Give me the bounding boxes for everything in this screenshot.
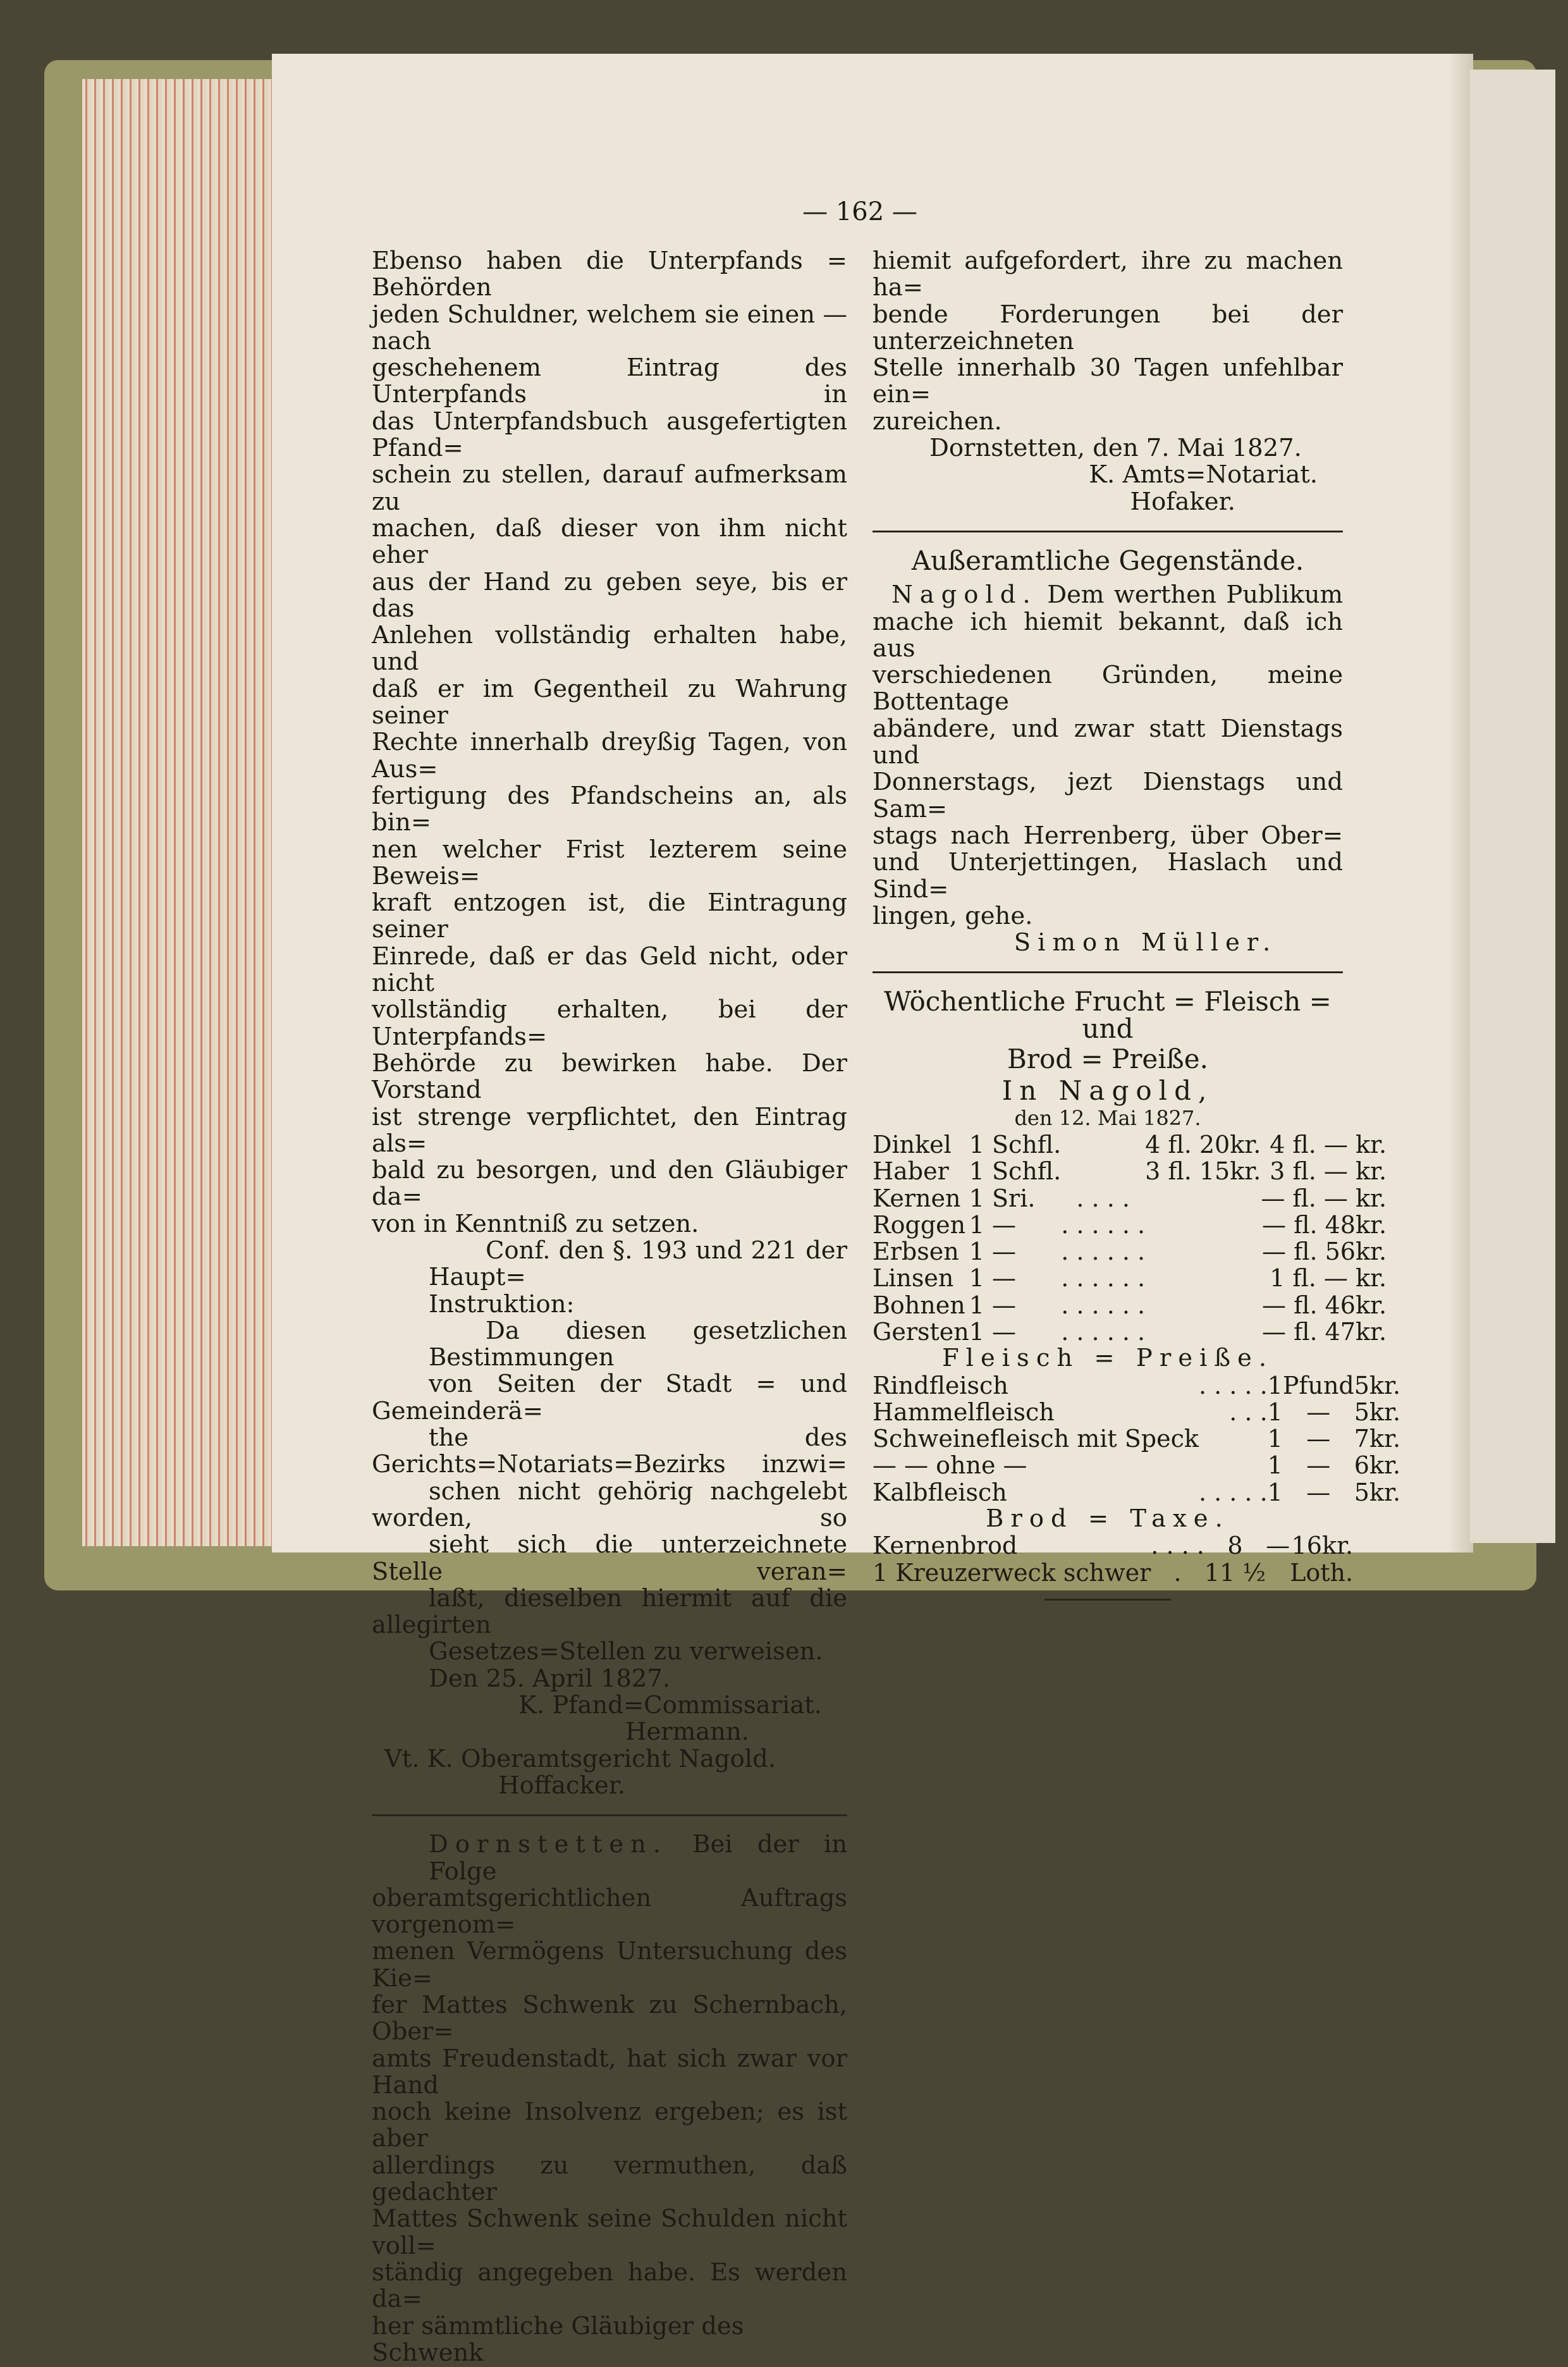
- price-cell-dots: . . .: [1229, 1398, 1268, 1426]
- price-cell-dots: . . . . . .: [1061, 1238, 1146, 1266]
- text-line: hiemit aufgefordert, ihre zu machen ha=: [873, 247, 1343, 302]
- text-line: machen, daß dieser von ihm nicht eher: [372, 513, 847, 570]
- text-line: Donnerstags, jezt Dienstags und Sam=: [873, 768, 1343, 823]
- paragraph-nagold: [873, 609, 1343, 930]
- section-heading: Außeramtliche Gegenstände.: [911, 544, 1304, 576]
- price-row: [873, 1452, 1400, 1479]
- price-cell-unit: [1266, 1559, 1290, 1586]
- text-line: noch keine Insolvenz ergeben; es ist aber: [372, 2098, 847, 2153]
- price-cell-dots: [1061, 1158, 1145, 1184]
- left-column: [372, 248, 847, 2366]
- text-line: von in Kenntniß zu setzen.: [372, 1209, 699, 1238]
- price-cell-dots: .: [1173, 1558, 1182, 1587]
- page-gutter: [1448, 54, 1473, 1552]
- signer-name: Simon Müller.: [1014, 928, 1278, 957]
- prices-place: In Nagold,: [1001, 1075, 1214, 1107]
- price-cell-name: Schweinefleisch mit Speck: [873, 1425, 1199, 1453]
- text-line: verschiedenen Gründen, meine Bottentage: [873, 661, 1343, 716]
- text-line: Einrede, daß er das Geld nicht, oder nicht: [372, 942, 847, 998]
- price-row: [873, 1292, 1387, 1319]
- office-line: K. Amts=Notariat.: [1089, 460, 1318, 489]
- text-line: Anlehen vollständig erhalten habe, und: [372, 621, 847, 677]
- price-cell-p2: — fl. 46kr.: [1262, 1291, 1387, 1319]
- nagold-first-line: Nagold. Dem werthen Publikum: [891, 581, 1343, 610]
- text-line: das Unterpfandsbuch ausgefertigten Pfand=: [372, 407, 847, 463]
- text-line: sieht sich die unterzeichnete Stelle veran=: [372, 1530, 847, 1586]
- text-line: ständig angegeben habe. Es werden da=: [372, 2258, 847, 2314]
- text-line: schein zu stellen, darauf aufmerksam zu: [372, 460, 847, 516]
- price-cell-dots: [1061, 1131, 1145, 1158]
- price-cell-p1: [1145, 1238, 1261, 1265]
- text-line: fer Mattes Schwenk zu Schernbach, Ober=: [372, 1991, 847, 2046]
- text-line: daß er im Gegentheil zu Wahrung seiner: [372, 674, 847, 730]
- text-line: geschehenem Eintrag des Unterpfands in: [372, 354, 847, 409]
- price-cell-qty: 1 —: [969, 1291, 1017, 1319]
- text-line: Ebenso haben die Unterpfands = Behörden: [372, 247, 847, 302]
- price-row: [873, 1185, 1387, 1212]
- price-cell-dots: . . . . . .: [1061, 1264, 1146, 1293]
- price-cell-dots: . . . . .: [1198, 1371, 1268, 1399]
- price-cell-name: Roggen: [873, 1210, 966, 1239]
- price-cell-price: 16kr.: [1291, 1532, 1354, 1560]
- price-cell-dots: . . . .: [1151, 1532, 1204, 1560]
- price-row: [873, 1479, 1400, 1506]
- page-edges: [82, 79, 278, 1546]
- text-line: bald zu besorgen, und den Gläubiger da=: [372, 1156, 847, 1212]
- text-line: mache ich hiemit bekannt, daß ich aus: [873, 607, 1343, 663]
- price-row: [873, 1372, 1400, 1399]
- text-line: und Unterjettingen, Haslach und Sind=: [873, 848, 1343, 904]
- text-line: laßt, dieselben hiermit auf die allegirten: [372, 1583, 847, 1640]
- text-line: Conf. den §. 193 und 221 der Haupt=: [429, 1236, 847, 1292]
- price-row: [873, 1559, 1353, 1586]
- text-line: lingen, gehe.: [873, 901, 1033, 930]
- signature-name: Hofaker.: [1130, 487, 1235, 516]
- meat-prices-title: Fleisch = Preiße.: [941, 1344, 1274, 1373]
- price-cell-qty: 1 Sri.: [969, 1184, 1036, 1212]
- price-cell-name: Erbsen: [873, 1238, 959, 1266]
- price-cell-p1: [1145, 1265, 1261, 1291]
- price-cell-price: 5kr.: [1354, 1371, 1401, 1399]
- price-cell-unit: —: [1266, 1532, 1290, 1560]
- price-cell-unit: —: [1306, 1478, 1331, 1506]
- price-cell-p2: — fl. — kr.: [1261, 1184, 1387, 1212]
- price-cell-dots: . . . . .: [1198, 1478, 1268, 1506]
- place-name: Dornstetten.: [429, 1830, 668, 1859]
- text-line: her sämmtliche Gläubiger des Schwenk: [372, 2311, 744, 2367]
- text-line: ist strenge verpflichtet, den Eintrag als=: [372, 1102, 847, 1158]
- price-cell-p2: 4 fl. — kr.: [1270, 1130, 1387, 1159]
- price-row: [873, 1212, 1387, 1238]
- text-line: allerdings zu vermuthen, daß gedachter: [372, 2151, 847, 2207]
- text-line: stags nach Herrenberg, über Ober=: [873, 821, 1343, 850]
- prices-title: Wöchentliche Frucht = Fleisch = und: [884, 986, 1332, 1044]
- price-row: [873, 1131, 1387, 1158]
- text-line: fertigung des Pfandscheins an, als bin=: [372, 781, 847, 837]
- price-cell-qty: 1: [1267, 1398, 1283, 1426]
- price-cell-p2: 1 fl. — kr.: [1270, 1264, 1387, 1293]
- price-cell-qty: 8: [1227, 1532, 1243, 1560]
- price-cell-dots: . . . . . .: [1061, 1291, 1146, 1319]
- price-cell-price: Loth.: [1290, 1558, 1354, 1587]
- price-cell-price: 7kr.: [1354, 1425, 1401, 1453]
- text-line: Gesetzes=Stellen zu verweisen.: [429, 1637, 823, 1666]
- text-line: jeden Schuldner, welchem sie einen — nach: [372, 300, 847, 355]
- price-cell-name: Haber: [873, 1157, 949, 1186]
- price-row: [873, 1425, 1400, 1452]
- prices-title-2: Brod = Preiße.: [1007, 1043, 1208, 1075]
- divider-rule: [873, 531, 1343, 532]
- price-cell-qty: 1 —: [969, 1210, 1017, 1239]
- price-cell-qty: 1 —: [969, 1238, 1017, 1266]
- price-cell-p2: — fl. 48kr.: [1262, 1210, 1387, 1239]
- vt-name: Hoffacker.: [498, 1771, 626, 1800]
- divider-rule: [873, 971, 1343, 973]
- text-line: Instruktion:: [429, 1289, 575, 1319]
- text-line: the des Gerichts=Notariats=Bezirks inzwi=: [372, 1423, 847, 1479]
- price-cell-dots: . . . . . .: [1061, 1317, 1146, 1346]
- meat-prices-table: [873, 1372, 1400, 1506]
- price-cell-unit: —: [1306, 1451, 1331, 1480]
- text-line: kraft entzogen ist, die Eintragung seiner: [372, 888, 847, 944]
- price-cell-name: Hammelfleisch: [873, 1398, 1055, 1426]
- price-row: [873, 1158, 1387, 1184]
- price-cell-p1: [1145, 1292, 1261, 1319]
- text-line: nen welcher Frist lezterem seine Beweis=: [372, 835, 847, 890]
- price-row: [873, 1238, 1387, 1265]
- text-line: Behörde zu bewirken habe. Der Vorstand: [372, 1048, 847, 1105]
- price-cell-p1: [1145, 1212, 1261, 1238]
- date-line: Dornstetten, den 7. Mai 1827.: [929, 434, 1302, 463]
- paragraph-unterpfands: [372, 248, 847, 1238]
- price-cell-name: Dinkel: [873, 1130, 952, 1159]
- paragraph-conf: [372, 1238, 847, 1318]
- price-cell-p1: 3 fl. 15kr.: [1145, 1157, 1261, 1186]
- text-line: bende Forderungen bei der unterzeichneten: [873, 300, 1343, 355]
- price-row: [873, 1399, 1400, 1425]
- bread-prices-table: [873, 1532, 1353, 1586]
- price-cell-price: 5kr.: [1354, 1398, 1401, 1426]
- price-cell-qty: 11 ½: [1204, 1558, 1266, 1587]
- prices-date: den 12. Mai 1827.: [1014, 1105, 1201, 1130]
- text-line: aus der Hand zu geben seye, bis er das: [372, 567, 847, 623]
- text-line: Rechte innerhalb dreyßig Tagen, von Aus=: [372, 728, 847, 784]
- price-cell-qty: 1: [1267, 1478, 1283, 1506]
- dornstetten-first-line: Dornstetten. Bei der in Folge: [429, 1830, 847, 1886]
- price-cell-p2: — fl. 56kr.: [1262, 1238, 1387, 1266]
- right-column: [873, 247, 1401, 1601]
- price-cell-p1: 4 fl. 20kr.: [1145, 1130, 1261, 1159]
- text-line: vollständig erhalten, bei der Unterpfands=: [372, 995, 847, 1051]
- price-cell-unit: —: [1306, 1425, 1331, 1453]
- price-cell-dots: [1199, 1452, 1268, 1479]
- price-cell-name: Kernenbrod: [873, 1532, 1018, 1560]
- signature-name: Hermann.: [625, 1718, 749, 1747]
- date-line: Den 25. April 1827.: [429, 1664, 671, 1693]
- price-cell-dots: . . . . . .: [1061, 1210, 1146, 1239]
- text-line: zureichen.: [873, 407, 1002, 436]
- price-cell-qty: 1: [1267, 1425, 1283, 1453]
- vt-line: Vt. K. Oberamtsgericht Nagold.: [384, 1744, 776, 1773]
- price-cell-qty: 1 Schfl.: [969, 1130, 1062, 1159]
- price-row: [873, 1319, 1387, 1345]
- price-cell-p1: [1145, 1319, 1261, 1345]
- price-cell-dots: [1199, 1425, 1268, 1452]
- text-line: oberamtsgerichtlichen Auftrags vorgenom=: [372, 1883, 847, 1940]
- bread-prices-title: Brod = Taxe.: [986, 1504, 1230, 1534]
- office-line: K. Pfand=Commissariat.: [518, 1691, 822, 1720]
- price-cell-name: — — ohne —: [873, 1451, 1027, 1480]
- paragraph-continuation: [873, 248, 1343, 435]
- paragraph-da-diesen: [372, 1318, 847, 1666]
- price-cell-name: Rindfleisch: [873, 1371, 1008, 1399]
- price-cell-p1: [1145, 1185, 1261, 1212]
- price-cell-qty: 1 —: [969, 1317, 1017, 1346]
- price-cell-price: 5kr.: [1354, 1478, 1401, 1506]
- price-cell-qty: 1: [1267, 1451, 1283, 1480]
- price-cell-qty: 1: [1267, 1371, 1283, 1399]
- price-cell-unit: —: [1306, 1398, 1331, 1426]
- end-rule: [1044, 1599, 1171, 1601]
- price-cell-unit: Pfund: [1282, 1371, 1354, 1399]
- text-line: abändere, und zwar statt Dienstags und: [873, 714, 1343, 770]
- place-name: Nagold.: [891, 581, 1038, 610]
- grain-prices-table: [873, 1131, 1387, 1345]
- page-number: — 162 —: [802, 197, 917, 226]
- next-page-edge: [1470, 70, 1555, 1543]
- text-line: Mattes Schwenk seine Schulden nicht voll=: [372, 2204, 847, 2260]
- text-line: amts Freudenstadt, hat sich zwar vor Hand: [372, 2044, 847, 2100]
- price-cell-name: 1 Kreuzerweck schwer: [873, 1558, 1151, 1587]
- divider-rule: [372, 1814, 847, 1816]
- text-line: Stelle innerhalb 30 Tagen unfehlbar ein=: [873, 354, 1343, 409]
- price-row: [873, 1265, 1387, 1291]
- price-cell-qty: 1 Schfl.: [969, 1157, 1062, 1186]
- price-cell-p2: 3 fl. — kr.: [1270, 1157, 1387, 1186]
- text-line: menen Vermögens Untersuchung des Kie=: [372, 1937, 847, 1993]
- price-cell-dots: . . . .: [1076, 1184, 1130, 1212]
- price-cell-name: Gersten: [873, 1317, 969, 1346]
- paragraph-dornstetten: [372, 1885, 847, 2366]
- price-cell-price: 6kr.: [1354, 1451, 1401, 1480]
- text-line: schen nicht gehörig nachgelebt worden, so: [372, 1477, 847, 1532]
- price-cell-name: Kalbfleisch: [873, 1478, 1007, 1506]
- text-line: von Seiten der Stadt = und Gemeinderä=: [372, 1370, 847, 1425]
- price-cell-name: Linsen: [873, 1264, 954, 1293]
- price-cell-name: Kernen: [873, 1184, 961, 1212]
- price-cell-name: Bohnen: [873, 1291, 965, 1319]
- price-cell-qty: 1 —: [969, 1264, 1017, 1293]
- price-cell-p2: — fl. 47kr.: [1262, 1317, 1387, 1346]
- text-line: Da diesen gesetzlichen Bestimmungen: [429, 1316, 847, 1372]
- price-row: [873, 1532, 1353, 1559]
